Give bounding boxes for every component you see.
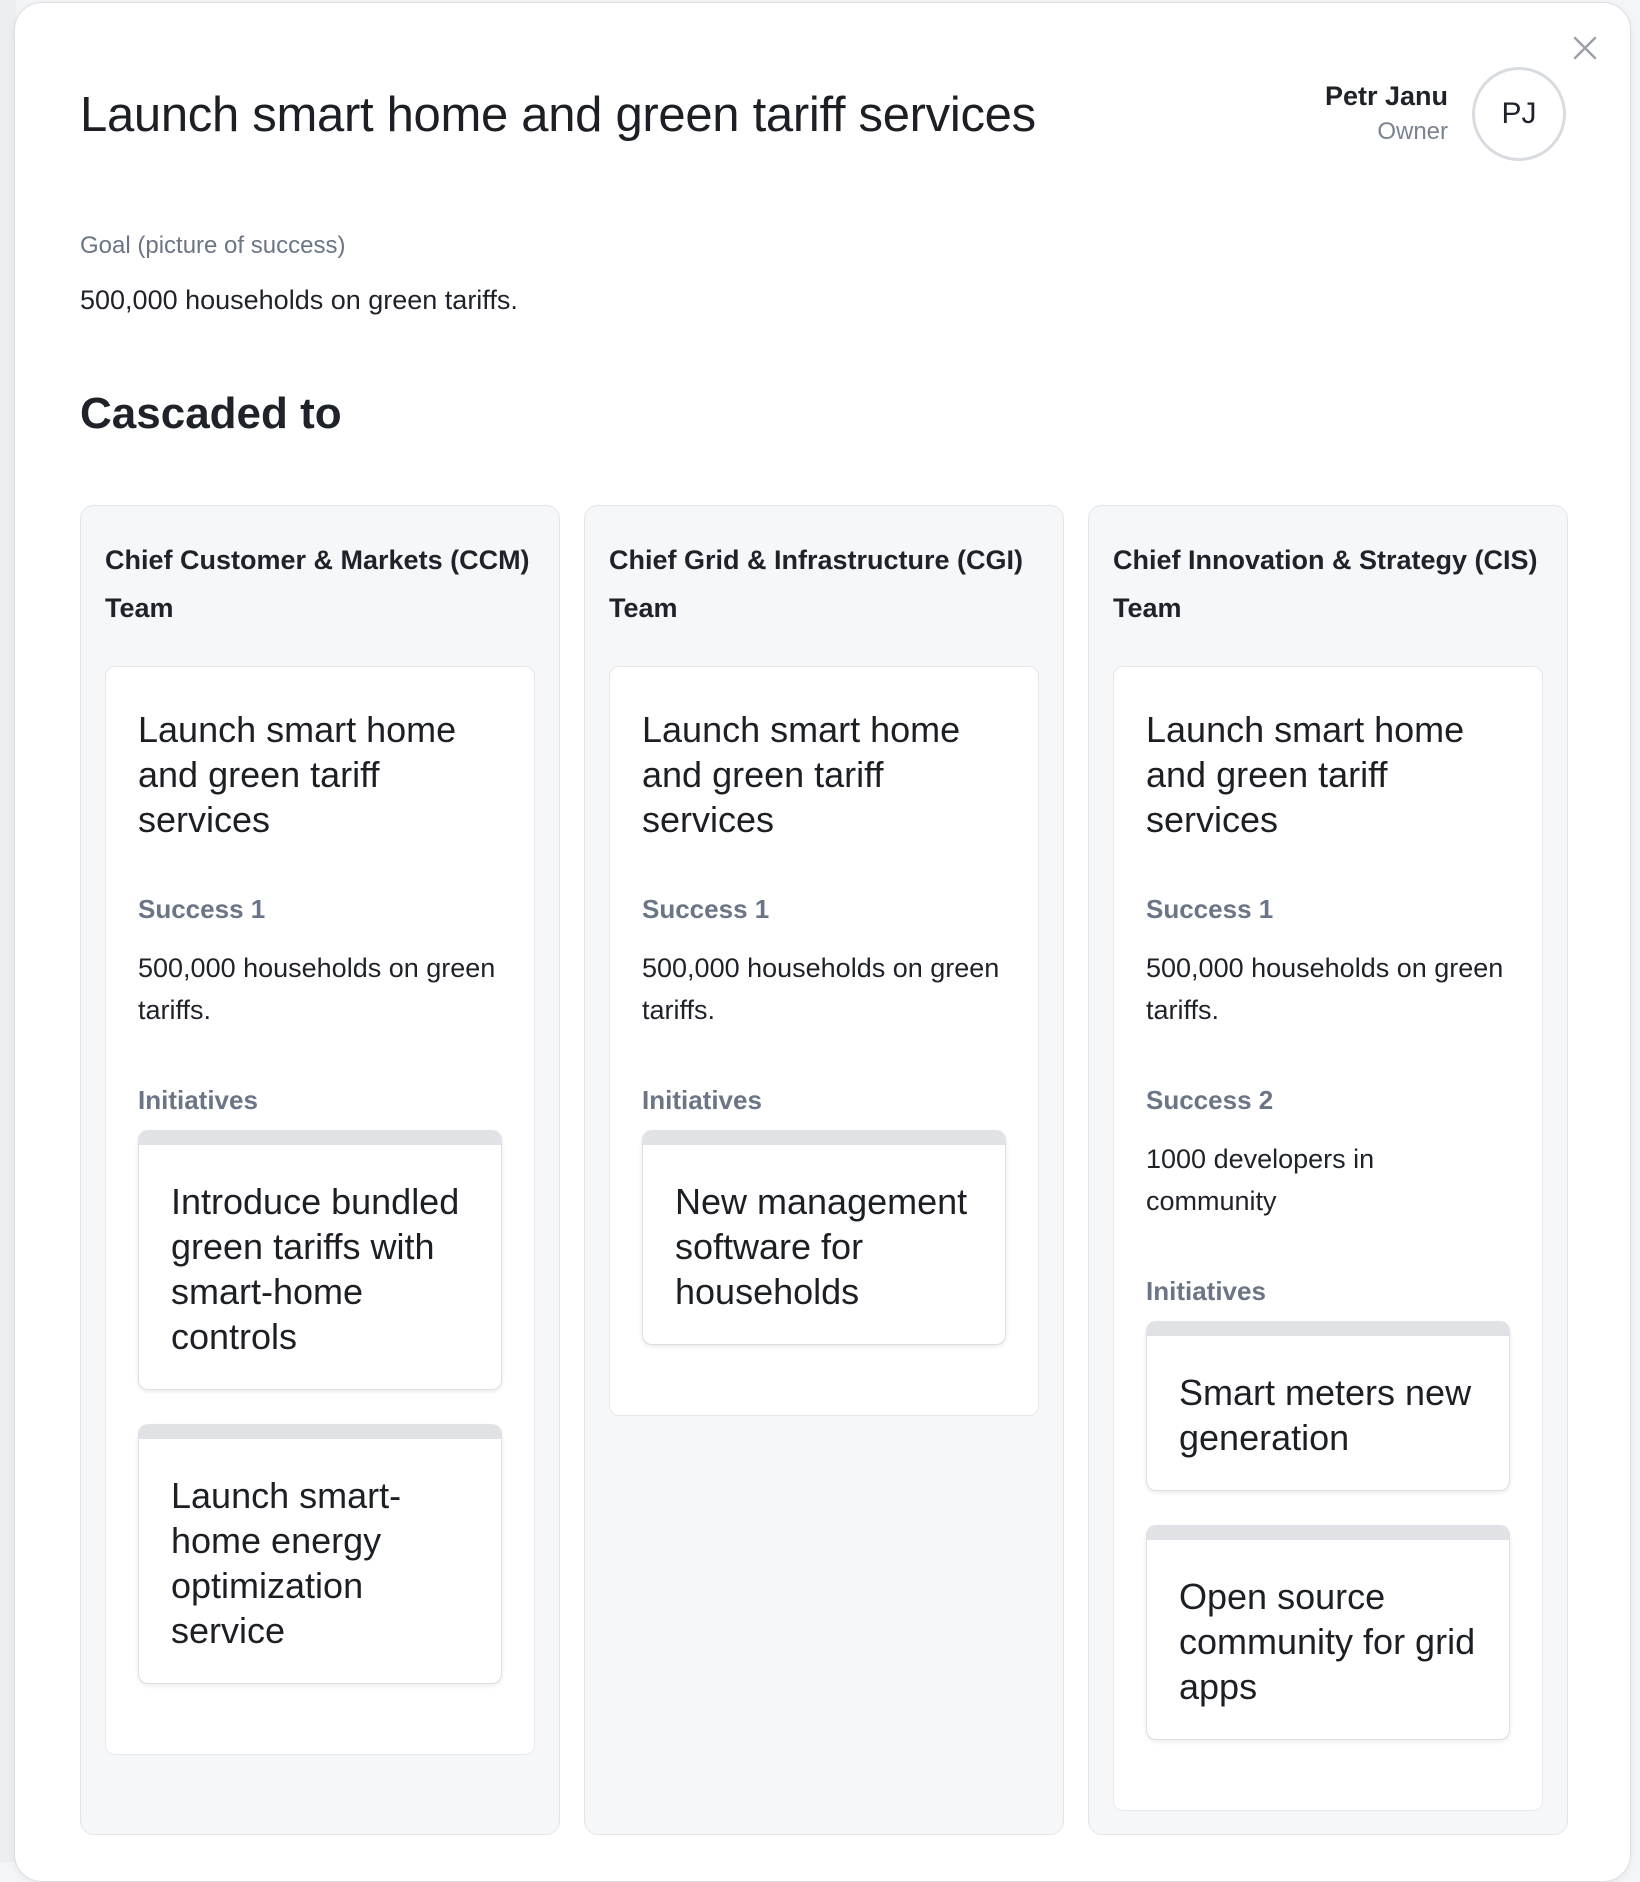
team-column-cis <box>1088 505 1568 1835</box>
objective-title: Launch smart home and green tariff services <box>138 709 457 840</box>
objective-detail-modal <box>14 2 1631 1882</box>
success-label: Success 2 <box>1146 1085 1274 1115</box>
initiatives-label: Initiatives <box>1146 1276 1266 1306</box>
team-column-cgi <box>584 505 1064 1835</box>
cascade-columns <box>80 505 1568 1835</box>
team-name: Chief Innovation & Strategy (CIS) Team <box>1113 545 1538 623</box>
owner-role: Owner <box>1377 118 1448 145</box>
initiative-card[interactable]: Launch smart-home energy optimization service <box>138 1424 502 1684</box>
team-column-ccm <box>80 505 560 1835</box>
goal-text: 500,000 households on green tariffs. <box>80 285 518 315</box>
initiative-card[interactable]: Introduce bundled green tariffs with smart-home controls <box>138 1130 502 1390</box>
team-name: Chief Grid & Infrastructure (CGI) Team <box>609 545 1024 623</box>
objective-card[interactable] <box>105 666 535 1755</box>
success-label: Success 1 <box>642 894 770 924</box>
avatar[interactable]: PJ <box>1472 67 1566 161</box>
initiatives-label: Initiatives <box>138 1085 258 1115</box>
page-title: Launch smart home and green tariff services <box>80 88 1036 142</box>
owner-block <box>1325 67 1566 161</box>
success-text: 500,000 households on green tariffs. <box>1146 953 1504 1025</box>
close-button[interactable] <box>1568 31 1602 65</box>
success-label: Success 1 <box>1146 894 1274 924</box>
initiative-card[interactable]: Smart meters new generation <box>1146 1321 1510 1491</box>
objective-card[interactable] <box>1113 666 1543 1811</box>
team-name: Chief Customer & Markets (CCM) Team <box>105 545 530 623</box>
goal-label: Goal (picture of success) <box>80 232 346 259</box>
success-text: 1000 developers in community <box>1146 1144 1375 1216</box>
objective-title: Launch smart home and green tariff services <box>642 709 961 840</box>
objective-title: Launch smart home and green tariff services <box>1146 709 1465 840</box>
initiative-card[interactable]: New management software for households <box>642 1130 1006 1345</box>
cascaded-to-heading: Cascaded to <box>80 389 342 438</box>
initiatives-label: Initiatives <box>642 1085 762 1115</box>
success-text: 500,000 households on green tariffs. <box>642 953 1000 1025</box>
objective-card[interactable] <box>609 666 1039 1416</box>
close-icon <box>1568 31 1602 65</box>
owner-name: Petr Janu <box>1324 81 1448 111</box>
success-label: Success 1 <box>138 894 266 924</box>
initiative-card[interactable]: Open source community for grid apps <box>1146 1525 1510 1740</box>
success-text: 500,000 households on green tariffs. <box>138 953 496 1025</box>
